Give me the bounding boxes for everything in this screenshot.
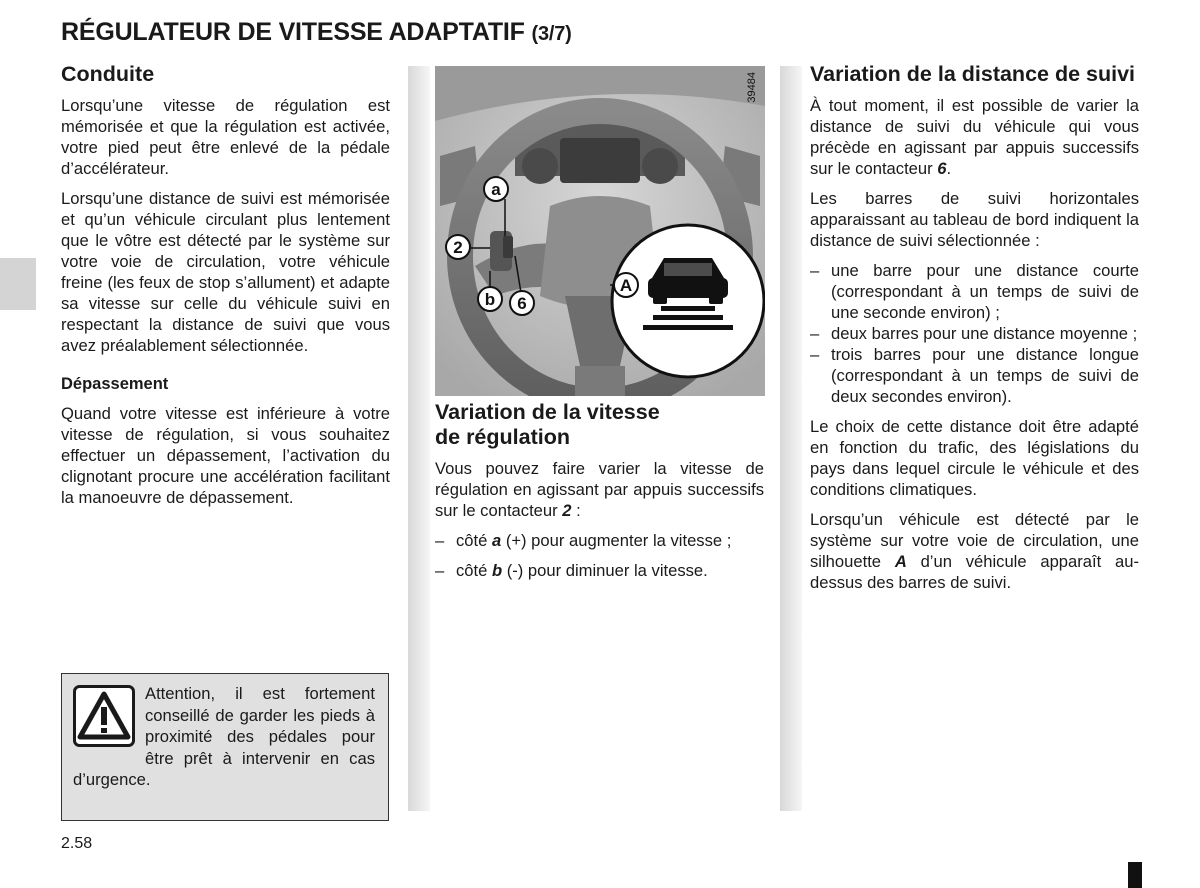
paragraph-speed-memorized: Lorsqu’une vitesse de régulation est mémorisée et que la régulation est activée, votre pied peut être enlevé de la pédale d’accélérateur. — [61, 96, 390, 178]
speed-variation-list — [435, 530, 764, 581]
paragraph-speed-switch — [435, 458, 764, 521]
heading-line-2: de régulation — [435, 425, 570, 449]
column-divider-right — [780, 66, 802, 811]
text-run: Vous pouvez faire varier la vitesse de régulation en agissant par appuis successifs sur le contacteur — [435, 459, 764, 520]
paragraph-distance-memorized: Lorsqu’une distance de suivi est mémorisée et qu’un véhicule circulant plus lentement que le vôtre est détecté par le système sur votre voie de circulation, votre véhicule freine (les feux de stop s’allument) et adapte sa vitesse sur celle du véhicule suivi en respectant la distance de suivi que vous avez préalablement sélectionnée. — [61, 189, 390, 355]
text-run: . — [946, 159, 952, 178]
switch-ref-6: 6 — [937, 159, 947, 178]
page-number: 2.58 — [61, 835, 93, 852]
paragraph-distance-choice: Le choix de cette distance doit être adapté en fonction du trafic, des législations du pays dans lequel circule le véhicule et des conditions climatiques. — [810, 417, 1139, 499]
paragraph-vehicle-silhouette — [810, 509, 1139, 593]
figure-label-a: a — [491, 180, 501, 199]
figure-label-6: 6 — [517, 294, 527, 313]
list-item: – trois barres pour une distance longue (correspondant à un temps de suivi de deux secondes environ). — [810, 344, 1139, 407]
silhouette-ref-A: A — [894, 552, 907, 571]
column-divider-left — [408, 66, 430, 811]
list-item — [435, 560, 764, 581]
subheading-depassement: Dépassement — [61, 375, 169, 393]
column-speed-variation — [435, 400, 764, 590]
figure-reference-number: 39484 — [746, 72, 758, 103]
section-heading-distance-variation: Variation de la distance de suivi — [810, 62, 1136, 86]
text-run: (+) pour augmenter la vitesse ; — [501, 531, 732, 550]
list-item: – deux barres pour une distance moyenne ; — [810, 323, 1139, 344]
warning-text: Attention, il est fortement conseillé de garder les pieds à proximité des pédales pour être prêt à intervenir en cas d’urgence. — [73, 684, 375, 789]
text-run: Lorsqu’un véhicule est détecté par le système sur votre voie de circulation, une silhouette — [810, 510, 1139, 571]
page-title — [61, 18, 572, 47]
figure-label-2: 2 — [453, 238, 463, 257]
switch-ref-b: b — [491, 561, 503, 580]
page-edge-marker — [1128, 862, 1142, 888]
figure-label-A: A — [619, 276, 633, 295]
warning-triangle-icon — [73, 685, 135, 747]
warning-box — [61, 673, 389, 821]
paragraph-tracking-bars: Les barres de suivi horizontales apparaissant au tableau de bord indiquent la distance de suivi sélectionnée : — [810, 189, 1139, 250]
switch-ref-2: 2 — [562, 501, 572, 520]
title-part-indicator: (3/7) — [531, 23, 572, 45]
text-run: (-) pour diminuer la vitesse. — [502, 561, 708, 580]
steering-wheel-drawing — [435, 66, 765, 396]
distance-bars-list — [810, 260, 1139, 407]
section-heading-conduite: Conduite — [61, 62, 155, 86]
column-driving — [61, 62, 390, 517]
paragraph-overtaking: Quand votre vitesse est inférieure à votre vitesse de régulation, si vous souhaitez effectuer un dépassement, l’activation du clignotant procure une accélération facilitant la manoeuvre de dépassement. — [61, 404, 390, 507]
heading-line-1: Variation de la vitesse — [435, 400, 660, 424]
text-run: côté — [456, 561, 492, 580]
steering-wheel-illustration — [435, 66, 765, 396]
paragraph-distance-switch — [810, 95, 1139, 179]
title-main: RÉGULATEUR DE VITESSE ADAPTATIF — [61, 18, 525, 46]
figure-label-b: b — [484, 290, 496, 309]
column-distance-variation — [810, 62, 1139, 602]
chapter-tab — [0, 258, 36, 310]
text-run: côté — [456, 531, 492, 550]
list-item: – une barre pour une distance courte (correspondant à un temps de suivi de une seconde environ) ; — [810, 260, 1139, 323]
section-heading-speed-variation — [435, 400, 764, 450]
text-run: À tout moment, il est possible de varier la distance de suivi du véhicule qui vous précède en agissant par appuis successifs sur le contacteur — [810, 96, 1139, 178]
switch-ref-a: a — [491, 531, 502, 550]
text-run: d’un véhicule apparaît au-dessus des barres de suivi. — [810, 552, 1139, 592]
text-run: : — [571, 501, 581, 520]
list-item — [435, 530, 764, 551]
